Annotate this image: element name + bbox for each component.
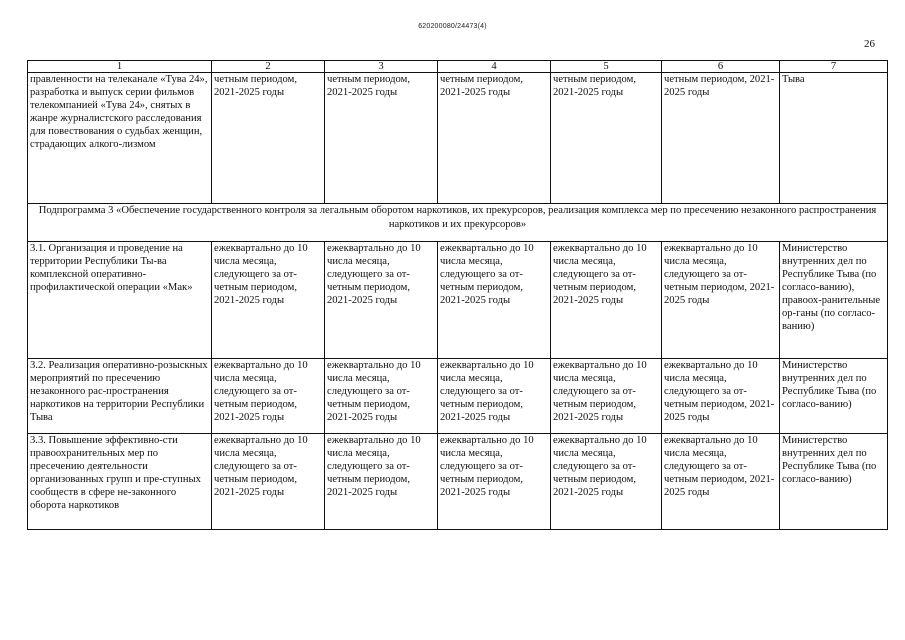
period-cell: ежеквартально до 10 числа месяца, следующего за от-четным периодом, 2021-2025 годы — [662, 242, 780, 359]
period-cell: ежеквартально до 10 числа месяца, следующего за от-четным периодом, 2021-2025 годы — [212, 242, 325, 359]
table-row — [28, 434, 888, 530]
column-header: 6 — [662, 61, 780, 73]
header-row — [28, 61, 888, 73]
table-row — [28, 73, 888, 204]
subprogram-title: Подпрограмма 3 «Обеспечение государственного контроля за легальным оборотом наркотиков, их прекурсоров, реализация комплекса мер по пресечению незаконного распространения наркотиков и их прекурсоров» — [28, 204, 888, 242]
period-cell: ежеквартально до 10 числа месяца, следующего за от-четным периодом, 2021-2025 годы — [551, 359, 662, 434]
period-cell: ежеквартально до 10 числа месяца, следующего за от-четным периодом, 2021-2025 годы — [325, 359, 438, 434]
document-code: 620200080/24473(4) — [418, 23, 487, 30]
subprogram-row — [28, 204, 888, 242]
activity-cell: 3.2. Реализация оперативно-розыскных мероприятий по пресечению незаконного рас-пространения наркотиков на территории Республики Тыва — [28, 359, 212, 434]
column-header: 7 — [780, 61, 888, 73]
period-cell: четным периодом, 2021-2025 годы — [662, 73, 780, 204]
period-cell: четным периодом, 2021-2025 годы — [551, 73, 662, 204]
period-cell: ежеквартально до 10 числа месяца, следующего за от-четным периодом, 2021-2025 годы — [551, 242, 662, 359]
period-cell: четным периодом, 2021-2025 годы — [438, 73, 551, 204]
executor-cell: Министерство внутренних дел по Республике Тыва (по согласо-ванию), правоох-ранительные ор-ганы (по согласо-ванию) — [780, 242, 888, 359]
activity-cell: 3.3. Повышение эффективно-сти правоохранительных мер по пресечению деятельности организованных групп и пре-ступных сообществ в сфере не-законного оборота наркотиков — [28, 434, 212, 530]
period-cell: ежеквартально до 10 числа месяца, следующего за от-четным периодом, 2021-2025 годы — [325, 242, 438, 359]
table-row — [28, 359, 888, 434]
table-row — [28, 242, 888, 359]
period-cell: ежеквартально до 10 числа месяца, следующего за от-четным периодом, 2021-2025 годы — [212, 434, 325, 530]
column-header: 1 — [28, 61, 212, 73]
column-header: 4 — [438, 61, 551, 73]
column-header: 5 — [551, 61, 662, 73]
period-cell: четным периодом, 2021-2025 годы — [212, 73, 325, 204]
period-cell: ежеквартально до 10 числа месяца, следующего за от-четным периодом, 2021-2025 годы — [662, 434, 780, 530]
period-cell: ежеквартально до 10 числа месяца, следующего за от-четным периодом, 2021-2025 годы — [325, 434, 438, 530]
activity-cell: правленности на телеканале «Тува 24», разработка и выпуск серии фильмов телекомпанией «Тува 24», снятых в жанре журналистского расследования для повествования о судьбах женщин, страдающих алкого-лизмом — [28, 73, 212, 204]
executor-cell: Министерство внутренних дел по Республике Тыва (по согласо-ванию) — [780, 359, 888, 434]
column-header: 3 — [325, 61, 438, 73]
period-cell: ежеквартально до 10 числа месяца, следующего за от-четным периодом, 2021-2025 годы — [212, 359, 325, 434]
period-cell: ежеквартально до 10 числа месяца, следующего за от-четным периодом, 2021-2025 годы — [438, 434, 551, 530]
column-header: 2 — [212, 61, 325, 73]
program-table — [27, 60, 888, 530]
executor-cell: Тыва — [780, 73, 888, 204]
period-cell: ежеквартально до 10 числа месяца, следующего за от-четным периодом, 2021-2025 годы — [438, 242, 551, 359]
activity-cell: 3.1. Организация и проведение на территории Республики Ты-ва комплексной оперативно-профилактической операции «Мак» — [28, 242, 212, 359]
period-cell: ежеквартально до 10 числа месяца, следующего за от-четным периодом, 2021-2025 годы — [551, 434, 662, 530]
period-cell: ежеквартально до 10 числа месяца, следующего за от-четным периодом, 2021-2025 годы — [438, 359, 551, 434]
page-number: 26 — [864, 38, 875, 50]
executor-cell: Министерство внутренних дел по Республике Тыва (по согласо-ванию) — [780, 434, 888, 530]
period-cell: ежеквартально до 10 числа месяца, следующего за от-четным периодом, 2021-2025 годы — [662, 359, 780, 434]
period-cell: четным периодом, 2021-2025 годы — [325, 73, 438, 204]
